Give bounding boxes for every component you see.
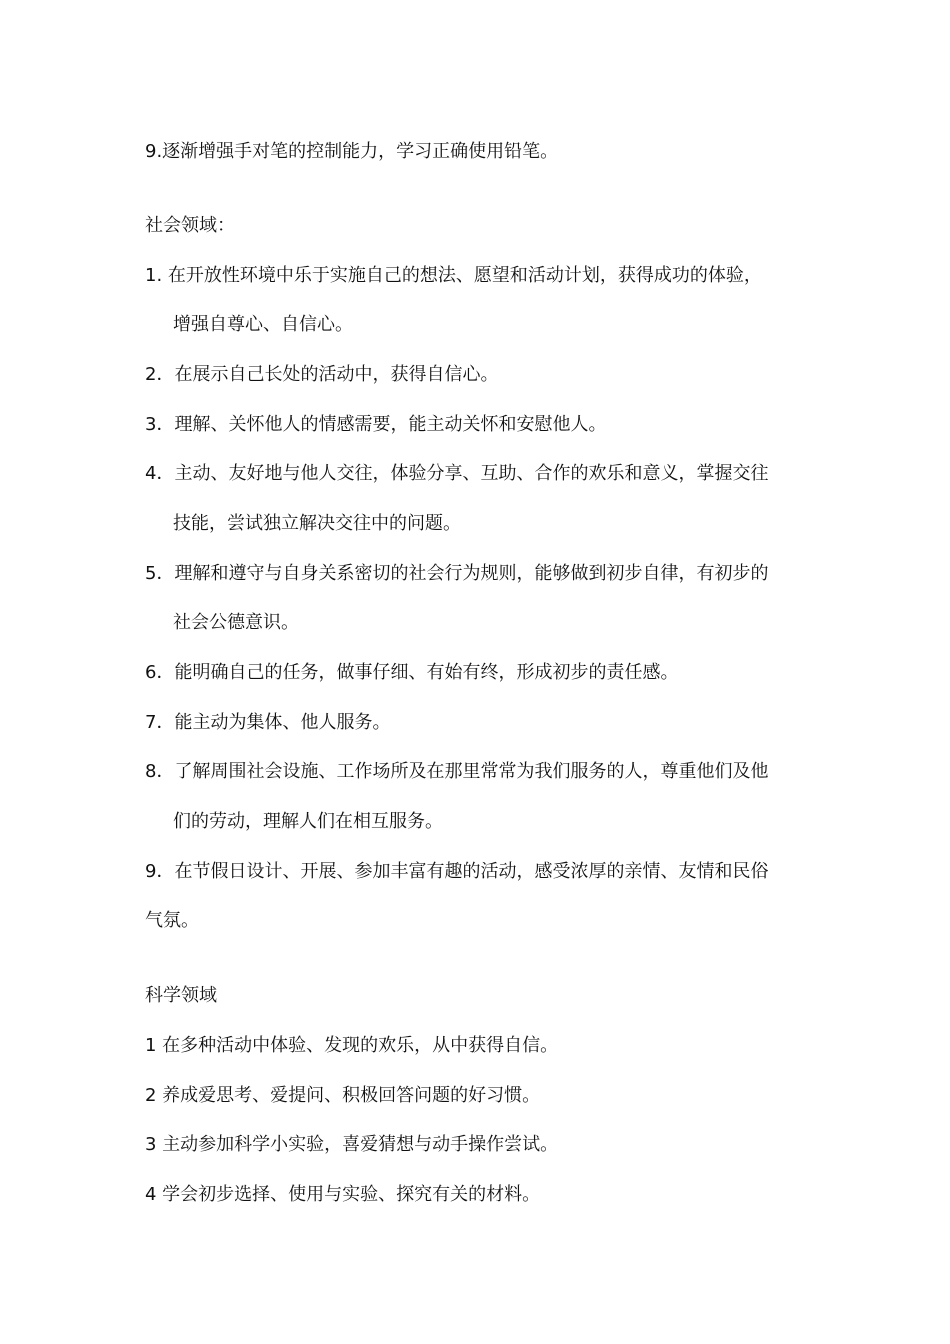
social-goal-6: 6．能明确自己的任务，做事仔细、有始有终，形成初步的责任感。: [145, 662, 679, 683]
science-domain-heading: 科学领域: [145, 985, 217, 1006]
science-goal-2: 2 养成爱思考、爱提问、积极回答问题的好习惯。: [145, 1085, 541, 1106]
social-goal-1-continued: 增强自尊心、自信心。: [173, 314, 353, 335]
social-goal-9: 9．在节假日设计、开展、参加丰富有趣的活动，感受浓厚的亲情、友情和民俗: [145, 861, 769, 882]
social-goal-5-continued: 社会公德意识。: [173, 612, 299, 633]
social-goal-7: 7．能主动为集体、他人服务。: [145, 712, 391, 733]
social-goal-8-continued: 们的劳动，理解人们在相互服务。: [173, 811, 443, 832]
social-domain-heading: 社会领域：: [145, 215, 235, 236]
science-goal-1: 1 在多种活动中体验、发现的欢乐，从中获得自信。: [145, 1035, 559, 1056]
social-goal-8: 8．了解周围社会设施、工作场所及在那里常常为我们服务的人，尊重他们及他: [145, 761, 769, 782]
science-goal-4: 4 学会初步选择、使用与实验、探究有关的材料。: [145, 1184, 541, 1205]
social-goal-5: 5．理解和遵守与自身关系密切的社会行为规则，能够做到初步自律，有初步的: [145, 563, 769, 584]
social-goal-2: 2．在展示自己长处的活动中，获得自信心。: [145, 364, 499, 385]
social-goal-4-continued: 技能，尝试独立解决交往中的问题。: [173, 513, 461, 534]
social-goal-1: 1. 在开放性环境中乐于实施自己的想法、愿望和活动计划，获得成功的体验，: [145, 265, 762, 286]
science-goal-3: 3 主动参加科学小实验，喜爱猜想与动手操作尝试。: [145, 1134, 559, 1155]
social-goal-3: 3．理解、关怀他人的情感需要，能主动关怀和安慰他人。: [145, 414, 607, 435]
social-goal-9-continued: 气氛。: [145, 910, 199, 931]
writing-goal-9: 9.逐渐增强手对笔的控制能力，学习正确使用铅笔。: [145, 141, 559, 162]
social-goal-4: 4．主动、友好地与他人交往，体验分享、互助、合作的欢乐和意义，掌握交往: [145, 463, 769, 484]
